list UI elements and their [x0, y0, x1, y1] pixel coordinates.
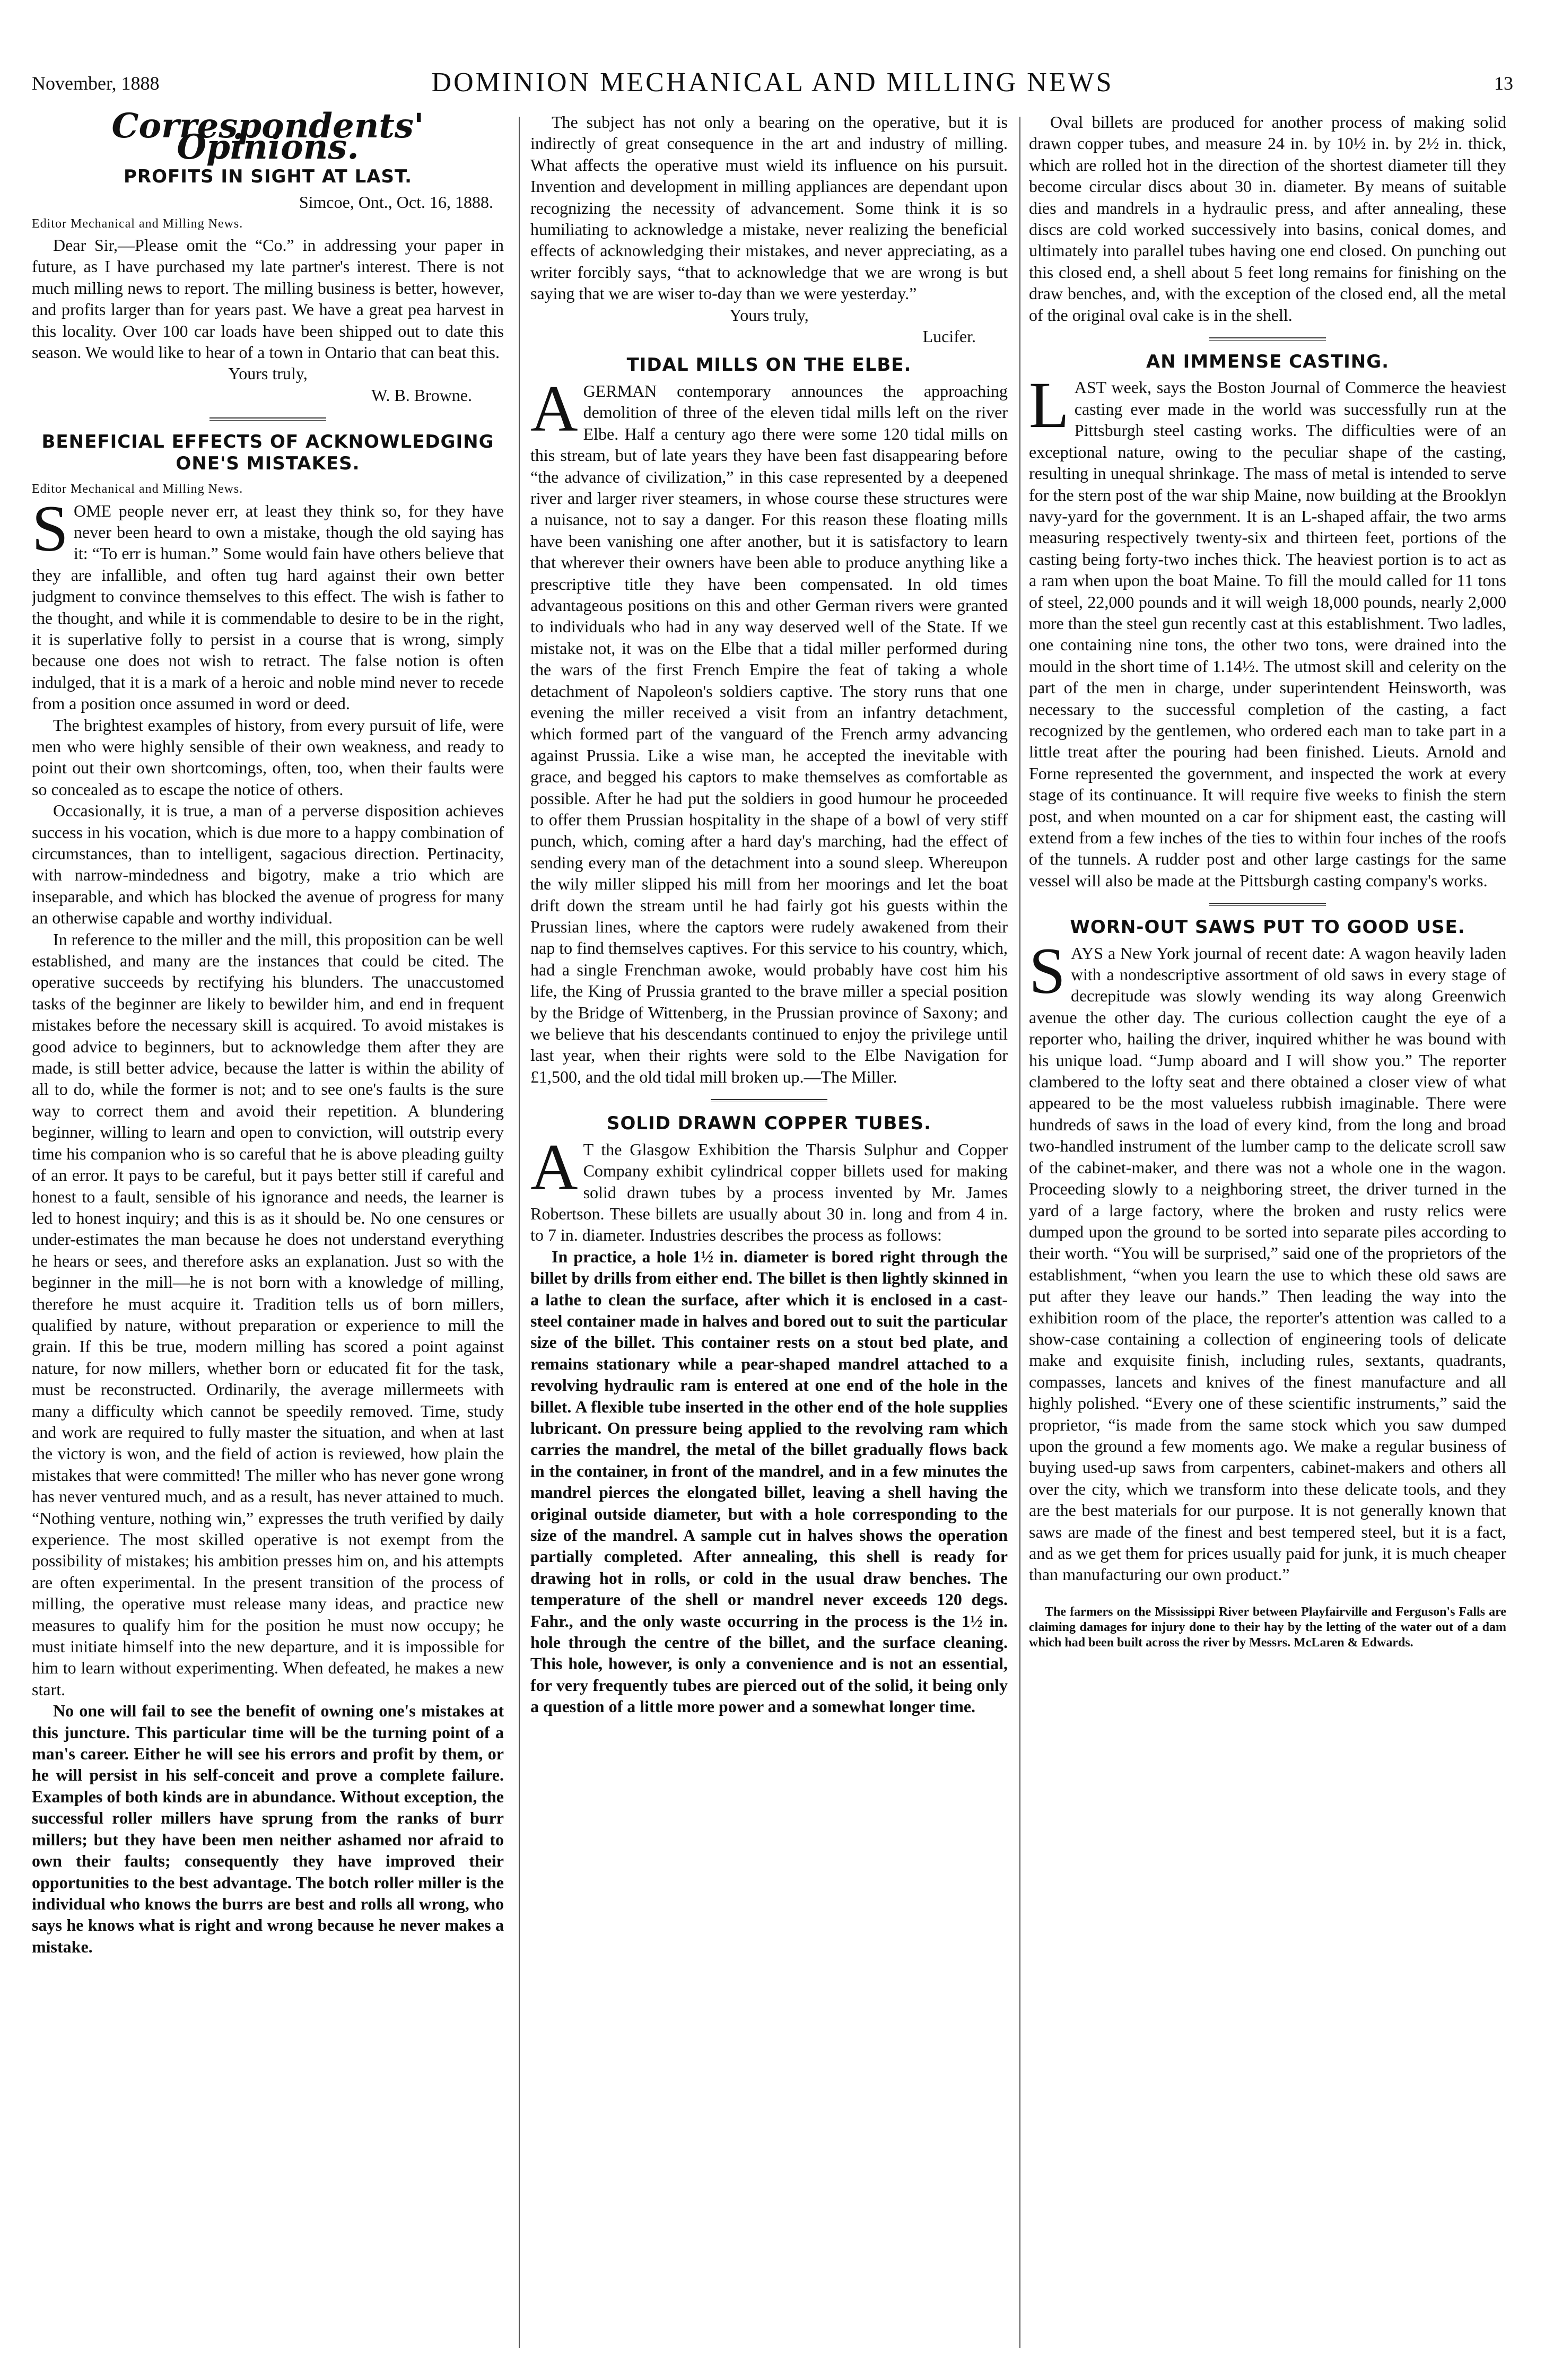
publication-title: DOMINION MECHANICAL AND MILLING NEWS: [431, 67, 1114, 98]
paragraph-text: GERMAN contemporary announces the approaching demolition of three of the eleven tidal mills left on the river Elbe. Half a century ago there were some 120 tidal mills on this stream, but of late years they have been fast disappearing before “the advance of civilization,” in this case represented by a deepened river and larger river steamers, in whose course these structures were a nuisance, not to say a danger. For this reason these floating mills have been vanishing one after another, but it is satisfactory to learn that wherever their owners have been able to produce anything like a prescriptive title they have been compensated. In old times advantageous positions on this and other German rivers were granted to individuals who had in any way deserved well of the State. If we mistake not, it was on the Elbe that a tidal miller performed during the wars of the first French Empire the feat of taking a whole detachment of Napoleon's soldiers captive. The story runs that one evening the miller received a visit from an infantry detachment, which formed part of the vanguard of the French army advancing against Prussia. Like a wise man, he accepted the inevitable with grace, and begged his captors to make themselves as comfortable as possible. After he had put the soldiers in good humour he proceeded to offer them Prussian hospitality in the shape of a bowl of very stiff punch, which, coming after a hard day's marching, had the effect of sending every man of the detachment into a sound sleep. Whereupon the wily miller slipped his mill from her moorings and let the boat drift down the stream until he had fairly got his guests within the Prussian lines, where the captors were rudely awakened from their nap to find themselves captives. For this service to his country, which, had a single Frenchman awoke, would probably have cost him his life, the King of Prussia granted to the brave miller a special position by the Bridge of Wittenberg, in the Prussian province of Saxony; and we believe that his descendants continued to enjoy the privilege until last year, when their rights were sold to the Elbe Navigation for £1,500, and the old tidal mill broken up.—The Miller.: [530, 381, 1008, 1086]
page-number: 13: [1494, 73, 1513, 94]
news-brief: The farmers on the Mississippi River between Playfairville and Ferguson's Falls are claiming damages for injury done to their hay by the letting of the water out of a dam which had been built across the river by Messrs. McLaren & Edwards.: [1029, 1605, 1506, 1650]
paragraph-text: OME people never err, at least they think so, for they have never been heard to own a mistake, though the old saying has it: “To err is human.” Some would fain have others believe that they are infallible, and often tug hard against their own better judgment to convince themselves to this effect. The wish is father to the thought, and while it is commendable to desire to be in the right, it is superlative folly to persist in a course that is wrong, simply because one does not wish to retract. The false notion is often indulged, that it is a mark of a heroic and noble mind never to recede from a position once assumed in word or deed.: [32, 501, 504, 713]
section-divider: [711, 1099, 827, 1102]
column-1: [32, 111, 504, 2359]
section-divider: [1209, 337, 1326, 341]
column-2: [530, 111, 1008, 2359]
article-paragraph: Oval billets are produced for another process of making solid drawn copper tubes, and measure 24 in. by 10½ in. by 2½ in. thick, which are rolled hot in the direction of the shortest diameter till they become circular discs about 30 in. diameter. By means of suitable dies and mandrels in a hydraulic press, and after annealing, these discs are cold worked successively into basins, conical domes, and ultimately into parallel tubes having one end closed. On punching out this closed end, a shell about 5 feet long remains for finishing on the draw benches, and, with the exception of the closed end, all the metal of the original oval cake is in the shell.: [1029, 112, 1506, 325]
article-paragraph: [1029, 369, 1506, 891]
drop-cap: A: [530, 1130, 578, 1204]
article-paragraph: [1029, 934, 1506, 1585]
drop-cap: A: [530, 372, 578, 445]
article-headline: BENEFICIAL EFFECTS OF ACKNOWLEDGING ONE'S MISTAKES.: [41, 431, 494, 474]
paragraph-text: AYS a New York journal of recent date: A wagon heavily laden with a nondescriptive assortment of old saws in every stage of decrepitude was slowly wending its way along Greenwich avenue the other day. The curious collection caught the eye of a reporter who, hailing the driver, inquired whither he was bound with his unique load. “Jump aboard and I will show you.” The reporter clambered to the lofty seat and there obtained a closer view of what appeared to be the most valueless rubbish imaginable. There were hundreds of saws in the load of every kind, from the long and broad two-handled instrument of the lumber camp to the delicate scroll saw of the cabinet-maker, and there was not a whole one in the wagon. Proceeding slowly to a neighboring street, the driver turned in the yard of a large factory, where the broken and rusty relics were dumped upon the ground to be sorted into separate piles according to their worth. “You will be surprised,” said one of the proprietors of the establishment, “when you learn the use to which these old saws are put after they leave our hands.” Then leading the way into the exhibition room of the place, the reporter's attention was called to a show-case containing a collection of engineering tools of delicate make and exquisite finish, including rules, sextants, quadrants, compasses, lancets and knives of the finest manufacture and all highly polished. “Every one of these scientific instruments,” said the proprietor, “is made from the same stock which you saw dumped upon the ground a few moments ago. We make a regular business of buying used-up saws from carpenters, cabinet-makers and others all over the city, which we transform into these delicate tools, and they are the best materials for our purpose. It is not generally known that saws are made of the finest and best tempered steel, but it is a fact, and as we get them for prices usually paid for junk, it is much cheaper than manufacturing our own product.”: [1029, 943, 1506, 1584]
column-divider: [1019, 117, 1020, 2348]
page-header: [32, 63, 1513, 105]
article-headline: TIDAL MILLS ON THE ELBE.: [626, 354, 912, 376]
letter-closing: Yours truly,: [228, 364, 308, 383]
letter-signature: W. B. Browne.: [371, 385, 472, 405]
letter-closing: Yours truly,: [729, 305, 809, 325]
article-paragraph: In reference to the miller and the mill, this proposition can be well established, and many are the instances that could be cited. The operative succeeds by rectifying his blunders. The unaccustomed tasks of the beginner are likely to bewilder him, and end in frequent mistakes before the necessary skill is acquired. To avoid mistakes is good advice to beginners, but to acknowledge them after they are made, is still better advice, because the latter is within the ability of all to do, while the former is not; and to see one's faults is the sure way to correct them and avoid their repetition. A blundering beginner, willing to learn and open to conviction, will outstrip every time his companion who is so careful that he is above pleading guilty of an error. It pays to be careful, but it pays better still if careful and honest to a fault, sensible of his ignorance and needs, the learner is led to honest inquiry; and this is as it should be. No one censures or under-estimates the man because he does not understand everything he hears or sees, and therefore asks an explanation. Just so with the beginner in the mill—he is not born with a knowledge of milling, therefore he must acquire it. Tradition tells us of born millers, qualified by nature, without preparation or experience to mill the grain. If this be true, modern milling has scored a point against nature, for now millers, whether born or educated fit for the task, must be reconstructed. Ordinarily, the average millermeets with many a difficulty which cannot be speedily removed. Time, study and work are required to fully master the situation, and when at last the victory is won, and the field of action is reviewed, how plain the mistakes that were committed! The miller who has never gone wrong has never ventured much, and as a result, has never attained to much. “Nothing venture, nothing win,” expresses the truth verified by daily experience. The most skilled operative is not exempt from the possibility of mistakes; his ambition presses him on, and his attempts are often experimental. In the present transition of the process of milling, the operative must release many ideas, and practice new measures to qualify him for the position he must now occupy; he must initiate himself into the new departure, and it is impossible for him to learn without experimenting. When defeated, he makes a new start.: [32, 929, 504, 1699]
letter-signature: Lucifer.: [922, 327, 976, 346]
article-paragraph: No one will fail to see the benefit of owning one's mistakes at this juncture. This particular time will be the turning point of a man's career. Either he will see his errors and profit by them, or he will persist in his self-conceit and prove a complete failure. Examples of both kinds are in abundance. Without exception, the successful roller millers have sprung from the ranks of burr millers; but they have been men neither ashamed nor afraid to own their faults; consequently they have improved their opportunities to the best advantage. The botch roller miller is the individual who knows the burrs are best and rolls all wrong, who says he knows what is right and wrong because he never makes a mistake.: [32, 1701, 504, 1956]
section-divider: [1209, 903, 1326, 906]
section-masthead: Correspondents' Opinions.: [111, 111, 424, 168]
article-paragraph: [530, 372, 1008, 1087]
drop-cap: S: [32, 492, 68, 565]
article-headline: WORN-OUT SAWS PUT TO GOOD USE.: [1070, 917, 1465, 938]
article-paragraph: [32, 492, 504, 714]
paragraph-text: T the Glasgow Exhibition the Tharsis Sulphur and Copper Company exhibit cylindrical copper billets used for making solid drawn tubes by a process invented by Mr. James Robertson. These billets are usually about 30 in. long and from 4 in. to 7 in. diameter. Industries describes the process as follows:: [530, 1139, 1008, 1245]
article-paragraph: In practice, a hole 1½ in. diameter is bored right through the billet by drills from either end. The billet is then lightly skinned in a lathe to clean the surface, after which it is enclosed in a cast-steel container made in halves and bored out to suit the particular size of the billet. This container rests on a stout bed plate, and remains stationary while a pear-shaped mandrel attached to a revolving hydraulic ram is entered at one end of the hole in the billet. A flexible tube inserted in the other end of the hole supplies lubricant. On pressure being applied to the revolving ram which carries the mandrel, the metal of the billet gradually flows back in the container, in front of the mandrel, and in a few minutes the mandrel pierces the elongated billet, leaving a shell having the original outside diameter, but with a hole corresponding to the size of the mandrel. A sample cut in halves shows the operation partially completed. After annealing, this shell is ready for drawing hot in rolls, or cold in the usual draw benches. The temperature of the shell or mandrel never exceeds 120 degs. Fahr., and the only waste occurring in the process is the 1½ in. hole through the centre of the billet, and the surface cleaning. This hole, however, is only a convenience and is not an essential, for very frequently tubes are pierced out of the solid, it being only a question of a little more power and a somewhat longer time.: [530, 1246, 1008, 1716]
article-paragraph: The subject has not only a bearing on the operative, but it is indirectly of great consequence in the art and industry of milling. What affects the operative must wield its influence on his pursuit. Invention and development in milling appliances are dependant upon recognizing the necessity of advancement. Some think it is so humiliating to acknowledge a mistake, never realizing the beneficial effects of acknowledging their mistakes, and never appreciating, as a writer forcibly says, “that to acknowledge that we are wrong is but saying that we are wiser to-day than we were yesterday.”: [530, 112, 1008, 303]
drop-cap: S: [1029, 934, 1066, 1007]
letter-salutation: Editor Mechanical and Milling News.: [32, 216, 243, 231]
letter-dateline: Simcoe, Ont., Oct. 16, 1888.: [299, 193, 493, 212]
issue-date: November, 1888: [32, 73, 160, 94]
section-divider: [210, 417, 326, 421]
paragraph-text: AST week, says the Boston Journal of Commerce the heaviest casting ever made in the world was successfully run at the Pittsburgh steel casting works. The difficulties were of an exceptional nature, owing to the peculiar shape of the casting, resulting in unequal shrinkage. The mass of metal is intended to serve for the stern post of the war ship Maine, now building at the Brooklyn navy-yard for the government. It is an L-shaped affair, the two arms measuring respectively twenty-six and thirteen feet, portions of the casting being forty-two inches thick. The heaviest portion is to act as a ram when upon the boat Maine. To fill the mould called for 11 tons of steel, 22,000 pounds and it will weigh 18,000 pounds, nearly 2,000 more than the steel gun recently cast at this establishment. Two ladles, one containing nine tons, the other two tons, were drained into the mould in the short time of 1.14½. The utmost skill and celerity on the part of the men in charge, under superintendent Heinsworth, was necessary to the successful completion of the casting, a fact recognized by the gentlemen, who ordered each man to take part in a little treat after the pouring had been finished. Lieuts. Arnold and Forne represented the government, and inspected the work at every stage of its continuance. It will require five weeks to finish the stern post, and when mounted on a car for shipment east, the casting will extend from a few inches of the ties to within four inches of the roofs of the tunnels. A rudder post and other large castings for the same vessel will also be made at the Pittsburgh casting company's works.: [1029, 378, 1506, 890]
column-3: [1029, 111, 1506, 2359]
drop-cap: L: [1029, 369, 1069, 442]
article-paragraph: Occasionally, it is true, a man of a perverse disposition achieves success in his vocation, which is due more to a happy combination of circumstances, than to intelligent, sagacious direction. Pertinacity, with narrow-mindedness and bigotry, make a trio which are inseparable, and which has blocked the avenue of progress for many an otherwise capable and worthy individual.: [32, 801, 504, 928]
article-headline: PROFITS IN SIGHT AT LAST.: [124, 165, 412, 187]
article-paragraph: The brightest examples of history, from every pursuit of life, were men who were highly sensible of their own weakness, and ready to point out their own shortcomings, often, too, when their faults were so concealed as to escape the notice of others.: [32, 715, 504, 799]
column-divider: [519, 117, 520, 2348]
article-paragraph: [530, 1130, 1008, 1246]
article-headline: AN IMMENSE CASTING.: [1146, 351, 1390, 373]
article-headline: SOLID DRAWN COPPER TUBES.: [606, 1113, 932, 1135]
article-body: Dear Sir,—Please omit the “Co.” in addressing your paper in future, as I have purchased my late partner's interest. There is not much milling news to report. The milling business is better, however, and profits larger than for years past. We have a great pea harvest in this locality. Over 100 car loads have been shipped out to date this season. We would like to hear of a town in Ontario that can beat this.: [32, 236, 504, 362]
letter-salutation: Editor Mechanical and Milling News.: [32, 482, 243, 496]
